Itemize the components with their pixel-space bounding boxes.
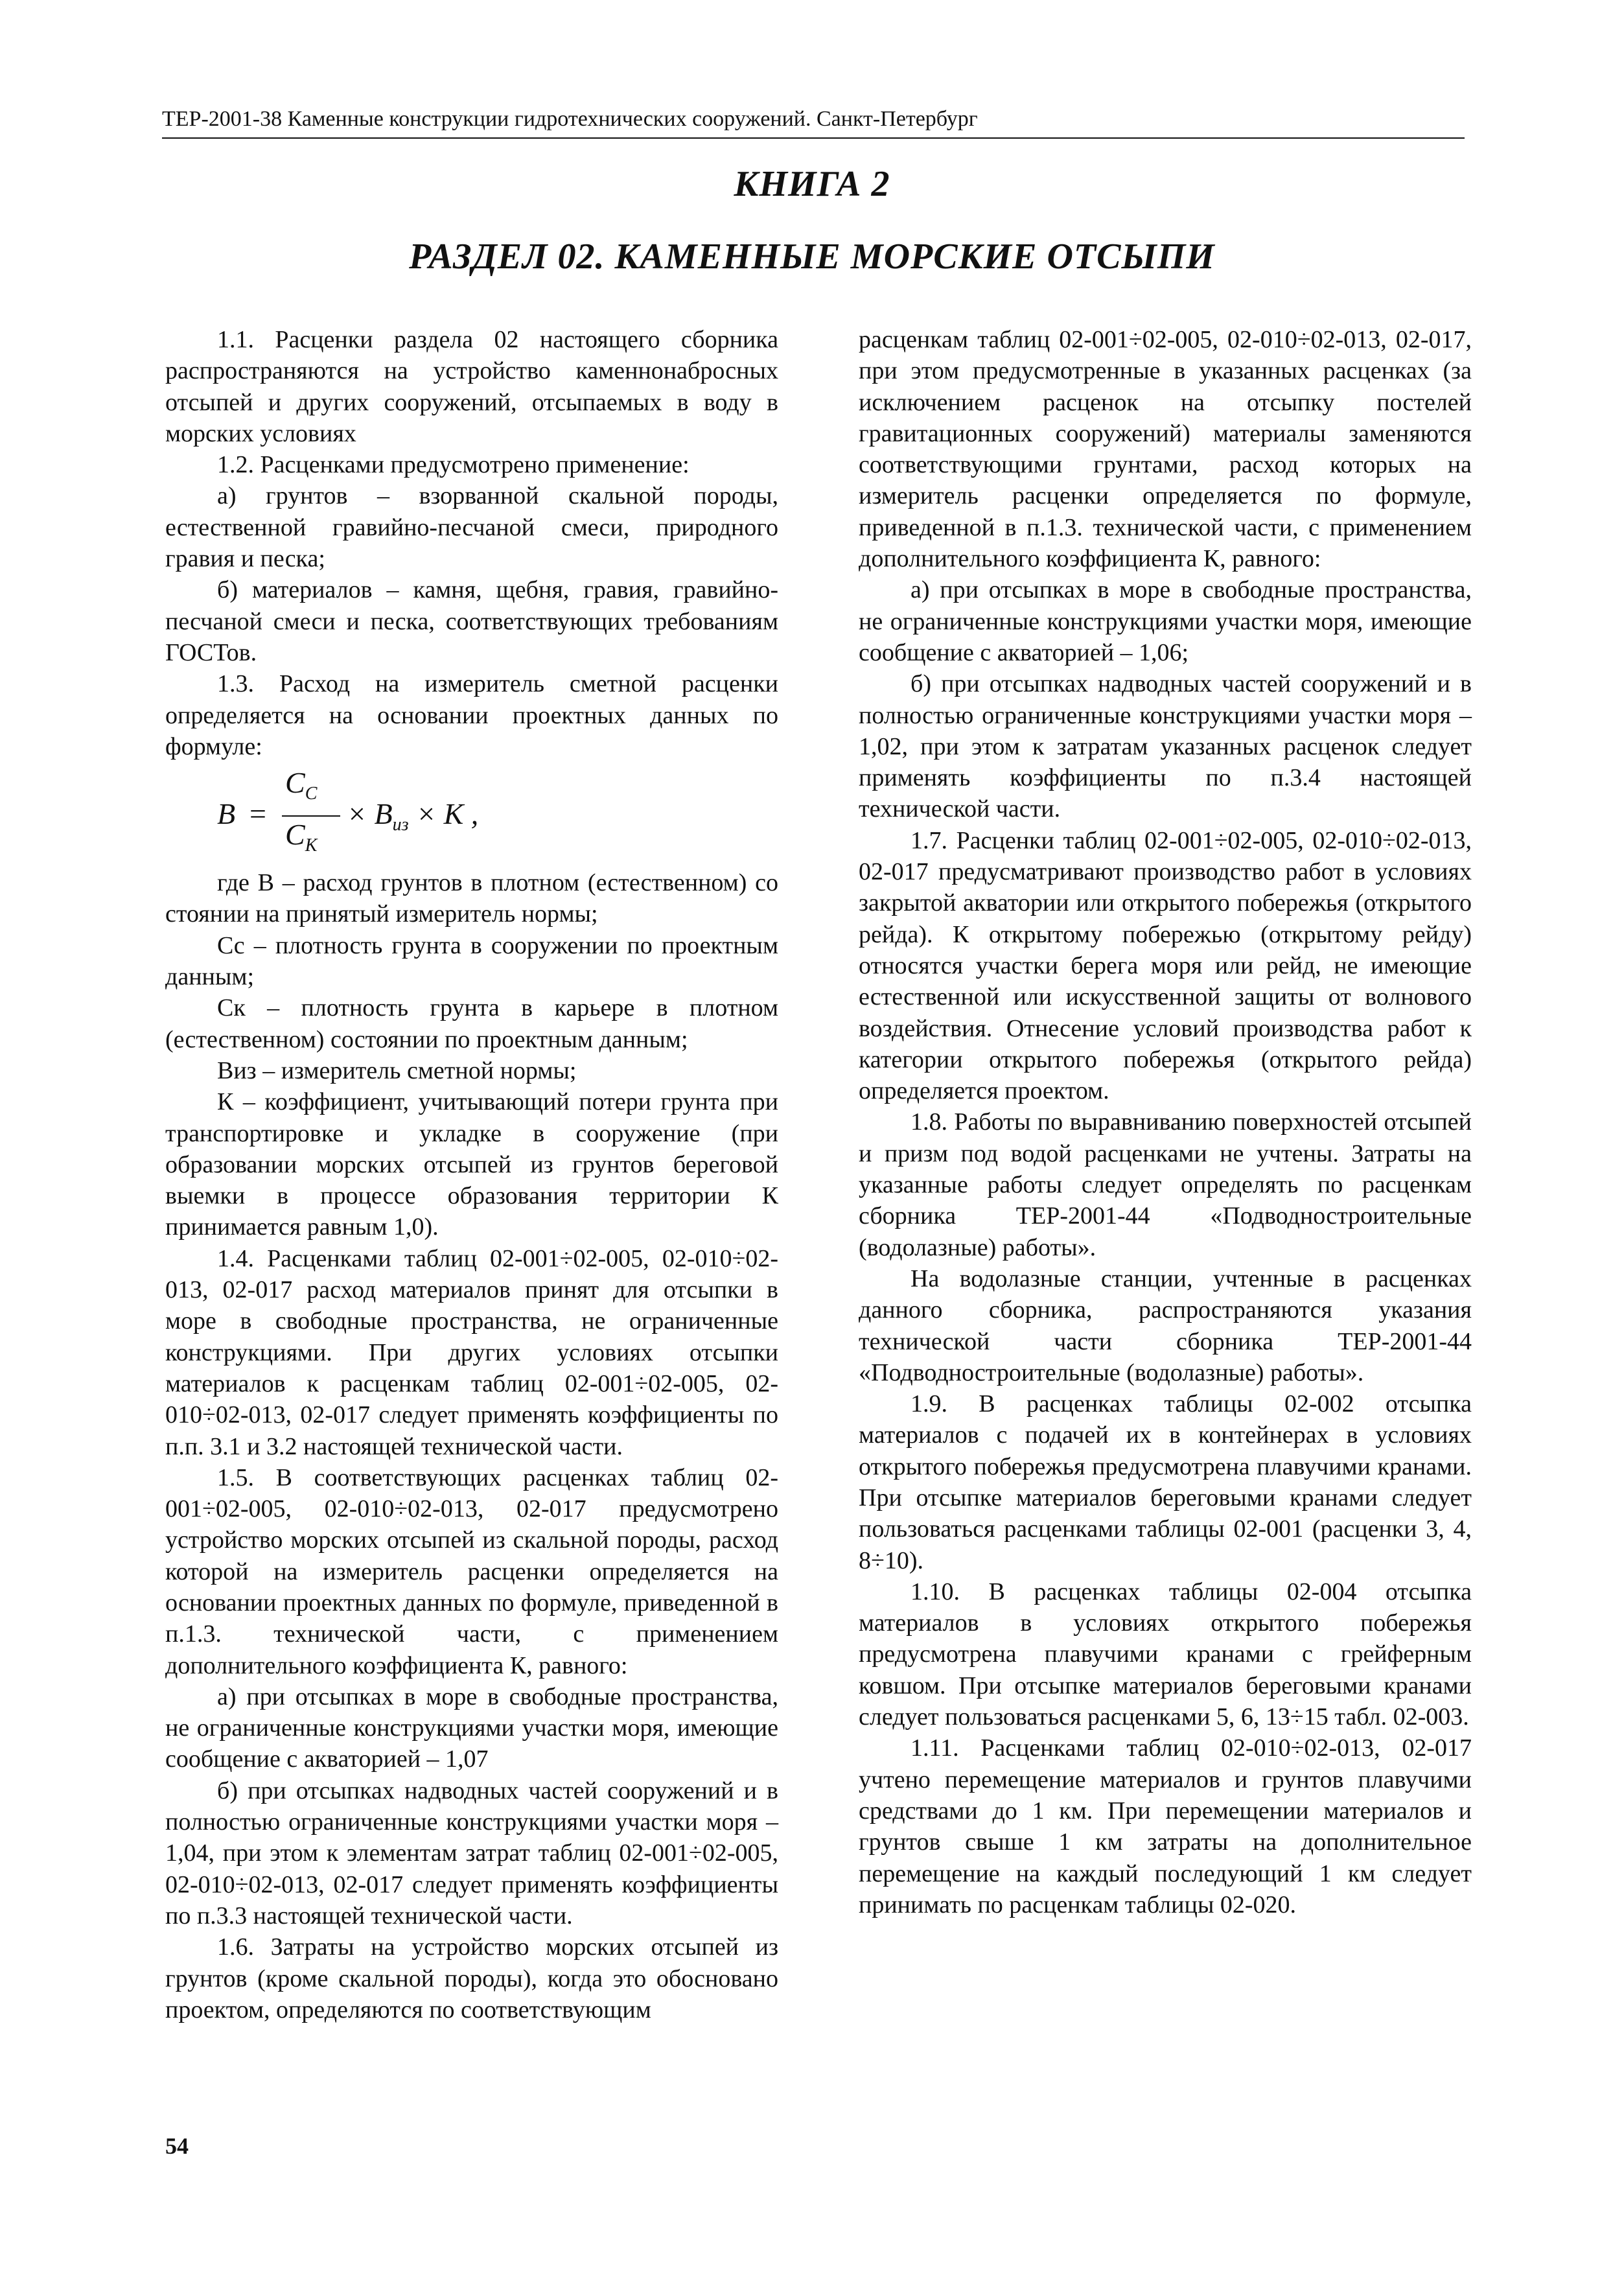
paragraph-1-6-b: б) при отсыпках надводных частей сооружений и в полностью ограниченные конструкциями участки моря – 1,02, при этом к затратам указанных расценок следует применять коэффициенты по п.3.4 настоящей технической части. — [859, 670, 1472, 823]
definition-ck: Ск – плотность грунта в карьере в плотном (естественном) состоянии по проектным данным; — [165, 994, 778, 1053]
paragraph-1-1: 1.1. Расценки раздела 02 настоящего сборника распространяются на устройство каменнонабросных отсыпей и других сооружений, отсыпаемых в воду в морских условиях — [165, 326, 778, 447]
paragraph-1-5-b: б) при отсыпках надводных частей сооружений и в полностью ограниченные конструкциями участки моря – 1,04, при этом к элементам затрат таблиц 02-001÷02-005, 02-010÷02-013, 02-017 следует применять коэффициенты по п.3.3 настоящей технической части. — [165, 1777, 778, 1929]
fraction-bar — [282, 815, 340, 817]
paragraph-1-5: 1.5. В соответствующих расценках таблиц 02-001÷02-005, 02-010÷02-013, 02-017 предусмотрено устройство морских отсыпей из скальной породы, расход которой на измеритель расценки определяется на основании проектных данных по формуле, приведенной в п.1.3. технической части, с применением дополнительного коэффициента К, равного: — [165, 1463, 778, 1679]
paragraph-1-10: 1.10. В расценках таблицы 02-004 отсыпка материалов в условиях открытого побережья предусмотрена плавучими кранами с грейферным ковшом. При отсыпке материалов береговыми кранами следует пользоваться расценками 5, 6, 13÷15 табл. 02-003. — [859, 1578, 1472, 1731]
definition-k: К – коэффициент, учитывающий потери грунта при транспортировке и укладке в сооружение (при образовании морских отсыпей из грунтов береговой выемки в процессе образования территории К принимается равным 1,0). — [165, 1088, 778, 1241]
paragraph-1-6: 1.6. Затраты на устройство морских отсыпей из грунтов (кроме скальной породы), когда это обосновано проектом, определяются по соответствующим — [165, 1933, 778, 2023]
paragraph-1-2-a: а) грунтов – взорванной скальной породы, естественной гравийно-песчаной смеси, природного гравия и песка; — [165, 482, 778, 573]
consumption-formula — [165, 765, 778, 862]
running-header: ТЕР-2001-38 Каменные конструкции гидротехнических сооружений. Санкт-Петербург — [162, 105, 1465, 139]
left-column — [165, 324, 778, 2025]
formula-numerator: $C_C$ — [285, 766, 318, 804]
paragraph-1-9: 1.9. В расценках таблицы 02-002 отсыпка материалов с подачей их в контейнерах в условиях открытого побережья предусмотрена плавучими кранами. При отсыпке материалов береговыми кранами следует пользоваться расценками таблицы 02-001 (расценки 3, 4, 8÷10). — [859, 1390, 1472, 1574]
paragraph-1-11: 1.11. Расценками таблиц 02-010÷02-013, 02-017 учтено перемещение материалов и грунтов плавучими средствами до 1 км. При перемещении материалов и грунтов свыше 1 км затраты на дополнительное перемещение на каждый последующий 1 км следует принимать по расценкам таблицы 02-020. — [859, 1734, 1472, 1918]
definition-b: где В – расход грунтов в плотном (естественном) со стоянии на принятый измеритель нормы; — [165, 869, 778, 928]
paragraph-1-7: 1.7. Расценки таблиц 02-001÷02-005, 02-010÷02-013, 02-017 предусматривают производство работ в условиях закрытой акватории или открытого побережья (открытого рейда). К открытому побережью (открытому рейду) относятся участки берега моря или рейд, не имеющие естественной или искусственной защиты от волнового воздействия. Отнесение условий производства работ к категории открытого побережья (открытого рейда) определяется проектом. — [859, 826, 1472, 1105]
paragraph-diving-stations: На водолазные станции, учтенные в расценках данного сборника, распространяются указания технической части сборника ТЕР-2001-44 «Подводностроительные (водолазные) работы». — [859, 1264, 1472, 1386]
definition-cc: Сс – плотность грунта в сооружении по проектным данным; — [165, 931, 778, 991]
paragraph-1-4: 1.4. Расценками таблиц 02-001÷02-005, 02-010÷02-013, 02-017 расход материалов принят для отсыпки в море в свободные пространства, не ограниченные конструкциями. При других условиях отсыпки материалов к расценкам таблиц 02-001÷02-005, 02-010÷02-013, 02-017 следует применять коэффициенты по п.п. 3.1 и 3.2 настоящей технической части. — [165, 1244, 778, 1460]
paragraph-1-3: 1.3. Расход на измеритель сметной расценки определяется на основании проектных данных по формуле: — [165, 670, 778, 760]
formula-lhs: B — [217, 797, 236, 831]
book-title: КНИГА 2 — [734, 164, 890, 204]
right-column — [859, 324, 1472, 1920]
paragraph-1-6-continued: расценкам таблиц 02-001÷02-005, 02-010÷02-013, 02-017, при этом предусмотренные в указанных расценках (за исключением расценок на отсыпку постелей гравитационных сооружений) материалы заменяются соответствующими грунтами, расход которых на измеритель расценки определяется по формуле, приведенной в п.1.3. технической части, с применением дополнительного коэффициента К, равного: — [859, 326, 1472, 573]
definition-viz: Виз – измеритель сметной нормы; — [217, 1056, 577, 1084]
formula-equals: = — [249, 797, 266, 831]
page-number: 54 — [165, 2133, 189, 2159]
formula-multipliers: × $B_{из} \times K$ , — [347, 797, 479, 835]
formula-denominator: $C_K$ — [285, 818, 318, 856]
paragraph-1-2-b: б) материалов – камня, щебня, гравия, гравийно-песчаной смеси и песка, соответствующих требованиям ГОСТов. — [165, 576, 778, 666]
paragraph-1-5-a: а) при отсыпках в море в свободные пространства, не ограниченные конструкциями участки моря, имеющие сообщение с акваторией – 1,07 — [165, 1683, 778, 1773]
paragraph-1-6-a: а) при отсыпках в море в свободные пространства, не ограниченные конструкциями участки моря, имеющие сообщение с акваторией – 1,06; — [859, 576, 1472, 666]
section-title: РАЗДЕЛ 02. КАМЕННЫЕ МОРСКИЕ ОТСЫПИ — [409, 237, 1215, 277]
paragraph-1-2: 1.2. Расценками предусмотрено применение: — [217, 451, 690, 479]
paragraph-1-8: 1.8. Работы по выравниванию поверхностей отсыпей и призм под водой расценками не учтены. Затраты на указанные работы следует определять по расценкам сборника ТЕР-2001-44 «Подводностроительные (водолазные) работы». — [859, 1108, 1472, 1261]
